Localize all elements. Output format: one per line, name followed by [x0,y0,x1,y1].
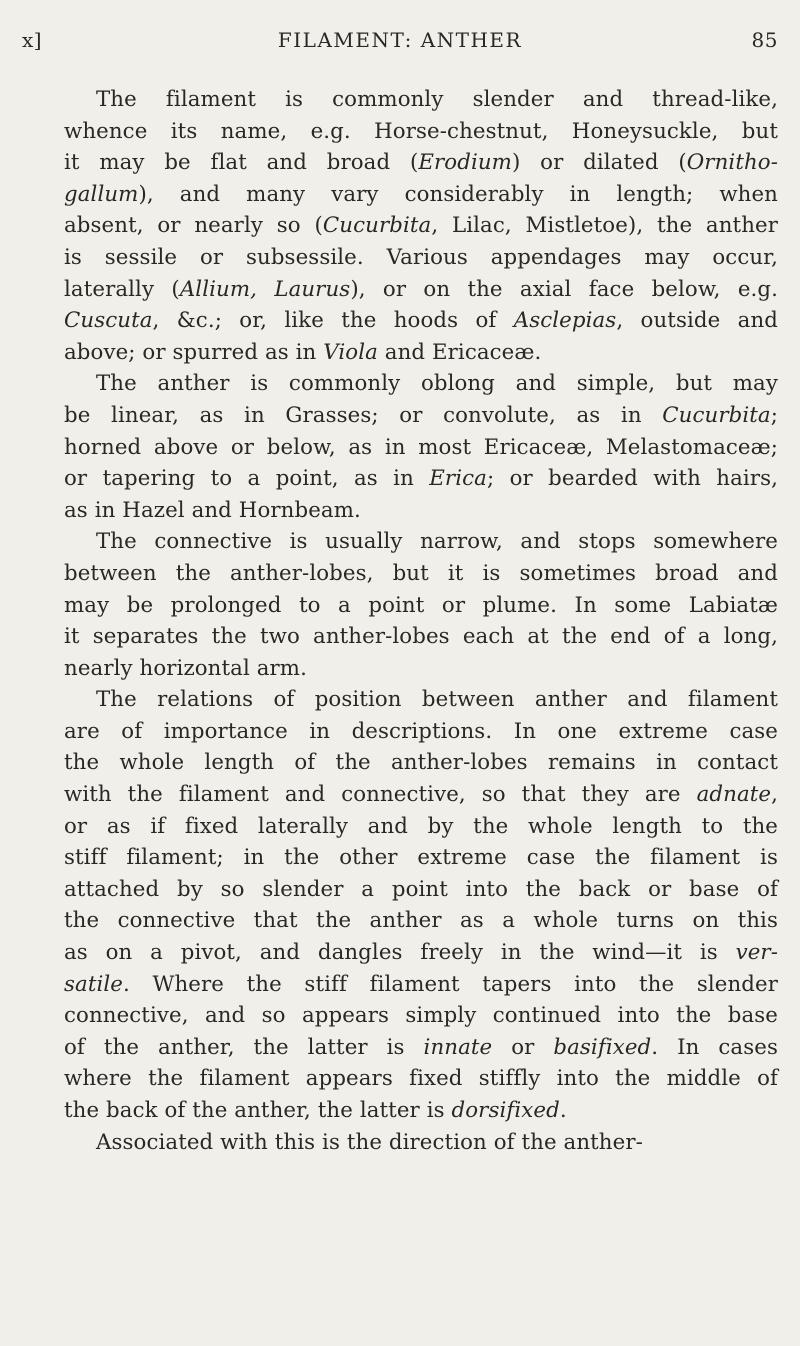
text-line: satile. Where the stiff filament tapers into the slender [64,971,778,997]
running-head [22,28,778,58]
text-line: whence its name, e.g. Horse-chestnut, Honeysuckle, but [64,118,778,144]
text-line: above; or spurred as in Viola and Ericaceæ. [64,339,542,365]
paragraph [64,684,778,1126]
page-number: 85 [751,28,778,52]
text-line: stiff filament; in the other extreme case the filament is [64,845,778,871]
paragraph [64,526,778,684]
text-line: The anther is commonly oblong and simple, but may [96,371,778,397]
text-line: or as if fixed laterally and by the whole length to the [64,813,778,839]
text-line: as in Hazel and Hornbeam. [64,497,361,523]
text-line: may be prolonged to a point or plume. In some Labiatæ [64,592,778,618]
text-line: absent, or nearly so (Cucurbita, Lilac, Mistletoe), the anther [64,213,778,239]
chapter-number: x] [22,28,43,52]
text-line: it may be flat and broad (Erodium) or dilated (Ornitho- [64,150,779,176]
text-line: The filament is commonly slender and thread-like, [96,87,778,112]
text-line: it separates the two anther-lobes each at the end of a long, [64,624,778,650]
text-line: or tapering to a point, as in Erica; or bearded with hairs, [64,466,778,492]
text-line: where the filament appears fixed stiffly into the middle of [64,1066,778,1092]
text-line: be linear, as in Grasses; or convolute, as in Cucurbita; [64,402,778,428]
text-line: is sessile or subsessile. Various appendages may occur, [64,244,778,270]
paragraph [64,84,778,368]
text-line: attached by so slender a point into the back or base of [64,876,778,902]
text-line: the back of the anther, the latter is dorsifixed. [64,1098,567,1123]
paragraph [64,1127,778,1159]
text-line: The relations of position between anther and filament [96,687,778,713]
text-line: The connective is usually narrow, and stops somewhere [96,529,778,555]
text-line: Cuscuta, &c.; or, like the hoods of Asclepias, outside and [64,308,778,334]
text-line: of the anther, the latter is innate or basifixed. In cases [64,1034,778,1060]
text-line: the connective that the anther as a whole turns on this [64,908,778,934]
text-line: horned above or below, as in most Ericaceæ, Melastomaceæ; [64,434,778,460]
text-line: laterally (Allium, Laurus), or on the axial face below, e.g. [64,276,779,302]
section-title: FILAMENT: ANTHER [277,28,523,52]
text-line: with the filament and connective, so that they are adnate, [64,782,778,808]
text-line: Associated with this is the direction of the anther- [96,1129,643,1155]
text-line: between the anther-lobes, but it is sometimes broad and [64,560,778,586]
body-text [64,84,778,1158]
text-line: gallum), and many vary considerably in length; when [64,181,778,207]
text-line: as on a pivot, and dangles freely in the wind—it is ver- [64,940,778,966]
text-line: are of importance in descriptions. In one extreme case [64,718,778,744]
text-line: nearly horizontal arm. [64,655,307,681]
text-line: connective, and so appears simply continued into the base [64,1003,778,1029]
text-line: the whole length of the anther-lobes remains in contact [64,750,778,776]
paragraph [64,368,778,526]
